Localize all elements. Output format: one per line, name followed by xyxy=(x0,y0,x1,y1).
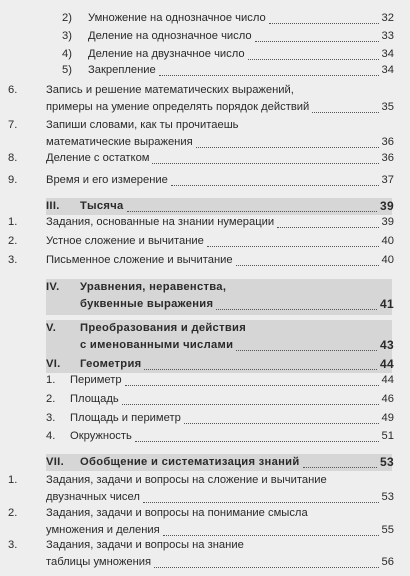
dot-leader xyxy=(303,467,377,468)
entry-number: III. xyxy=(46,200,60,212)
entry-title: Периметр xyxy=(70,374,122,386)
dot-leader xyxy=(277,227,379,228)
page-number: 34 xyxy=(381,48,394,60)
entry-number: 9. xyxy=(8,174,18,186)
entry-title: Деление на однозначное число xyxy=(88,30,252,42)
page-number: 40 xyxy=(381,235,394,247)
entry-number: 5) xyxy=(62,64,72,76)
dot-leader xyxy=(144,369,377,370)
page-number: 32 xyxy=(381,12,394,24)
entry-title: таблицы умножения xyxy=(46,556,152,568)
entry-title: с именованными числами xyxy=(80,339,234,351)
entry-title: Время и его измерение xyxy=(46,174,168,186)
entry-title: математические выражения xyxy=(46,136,193,148)
page-number: 51 xyxy=(381,430,394,442)
page-number: 46 xyxy=(381,393,394,405)
entry-title: Преобразования и действия xyxy=(80,322,247,334)
entry-title: Задания, основанные на знании нумерации xyxy=(46,216,275,228)
dot-leader xyxy=(143,502,379,503)
dot-leader xyxy=(196,147,379,148)
entry-title: Устное сложение и вычитание xyxy=(46,235,204,247)
entry-title: Деление на двузначное число xyxy=(88,48,245,60)
page-number: 34 xyxy=(381,64,394,76)
dot-leader xyxy=(152,163,379,164)
entry-number: 1. xyxy=(8,216,18,228)
dot-leader xyxy=(236,350,377,351)
entry-title: Уравнения, неравенства, xyxy=(80,281,227,293)
page-number: 53 xyxy=(381,491,394,503)
dot-leader xyxy=(216,309,377,310)
entry-title: примеры на умение определять порядок действий xyxy=(46,101,310,113)
entry-number: 4) xyxy=(62,48,72,60)
entry-title: Умножение на однозначное число xyxy=(88,12,266,24)
entry-title: Обобщение и систематизация знаний xyxy=(80,456,300,468)
dot-leader xyxy=(184,423,379,424)
entry-number: 2) xyxy=(62,12,72,24)
page-number: 49 xyxy=(381,412,394,424)
entry-title: умножения и деления xyxy=(46,524,160,536)
entry-number: IV. xyxy=(46,281,60,293)
entry-number: 3. xyxy=(46,412,56,424)
page-number: 35 xyxy=(381,101,394,113)
page-number: 53 xyxy=(380,455,394,469)
entry-title: Закрепление xyxy=(88,64,156,76)
entry-number: 4. xyxy=(46,430,56,442)
entry-title: Геометрия xyxy=(80,358,142,370)
entry-number: VII. xyxy=(46,456,64,468)
entry-number: 3. xyxy=(8,539,18,551)
dot-leader xyxy=(159,75,379,76)
entry-number: 7. xyxy=(8,119,18,131)
page-number: 36 xyxy=(381,136,394,148)
entry-number: 2. xyxy=(46,393,56,405)
page-number: 39 xyxy=(381,216,394,228)
dot-leader xyxy=(269,23,379,24)
dot-leader xyxy=(255,41,379,42)
dot-leader xyxy=(171,185,379,186)
entry-title: Задания, задачи и вопросы на понимание смысла xyxy=(46,507,308,519)
entry-number: 1. xyxy=(46,374,56,386)
entry-title: Письменное сложение и вычитание xyxy=(46,254,233,266)
dot-leader xyxy=(125,385,379,386)
entry-title: Запись и решение математических выражений, xyxy=(46,84,294,96)
dot-leader xyxy=(248,59,379,60)
dot-leader xyxy=(207,246,379,247)
page-number: 40 xyxy=(381,254,394,266)
entry-number: 2. xyxy=(8,507,18,519)
entry-number: 8. xyxy=(8,152,18,164)
entry-title: буквенные выражения xyxy=(80,298,214,310)
entry-title: Площадь xyxy=(70,393,119,405)
entry-title: Задания, задачи и вопросы на сложение и вычитание xyxy=(46,474,327,486)
page-number: 44 xyxy=(380,357,394,371)
entry-title: Задания, задачи и вопросы на знание xyxy=(46,539,244,551)
page-number: 33 xyxy=(381,30,394,42)
dot-leader xyxy=(154,567,379,568)
entry-number: 3. xyxy=(8,254,18,266)
entry-number: 3) xyxy=(62,30,72,42)
entry-number: 1. xyxy=(8,474,18,486)
entry-number: 2. xyxy=(8,235,18,247)
entry-number: 6. xyxy=(8,84,18,96)
dot-leader xyxy=(135,441,379,442)
page-number: 43 xyxy=(380,338,394,352)
entry-title: двузначных чисел xyxy=(46,491,140,503)
dot-leader xyxy=(312,112,379,113)
entry-title: Запиши словами, как ты прочитаешь xyxy=(46,119,239,131)
page-number: 56 xyxy=(381,556,394,568)
page-number: 37 xyxy=(381,174,394,186)
entry-number: V. xyxy=(46,322,57,334)
page-number: 36 xyxy=(381,152,394,164)
dot-leader xyxy=(163,535,379,536)
entry-title: Окружность xyxy=(70,430,132,442)
page-number: 41 xyxy=(380,297,394,311)
dot-leader xyxy=(127,211,377,212)
entry-title: Тысяча xyxy=(80,200,124,212)
page-number: 39 xyxy=(380,199,394,213)
page-number: 55 xyxy=(381,524,394,536)
dot-leader xyxy=(236,265,379,266)
entry-title: Деление с остатком xyxy=(46,152,150,164)
entry-title: Площадь и периметр xyxy=(70,412,181,424)
page-number: 44 xyxy=(381,374,394,386)
dot-leader xyxy=(122,404,379,405)
entry-number: VI. xyxy=(46,358,61,370)
